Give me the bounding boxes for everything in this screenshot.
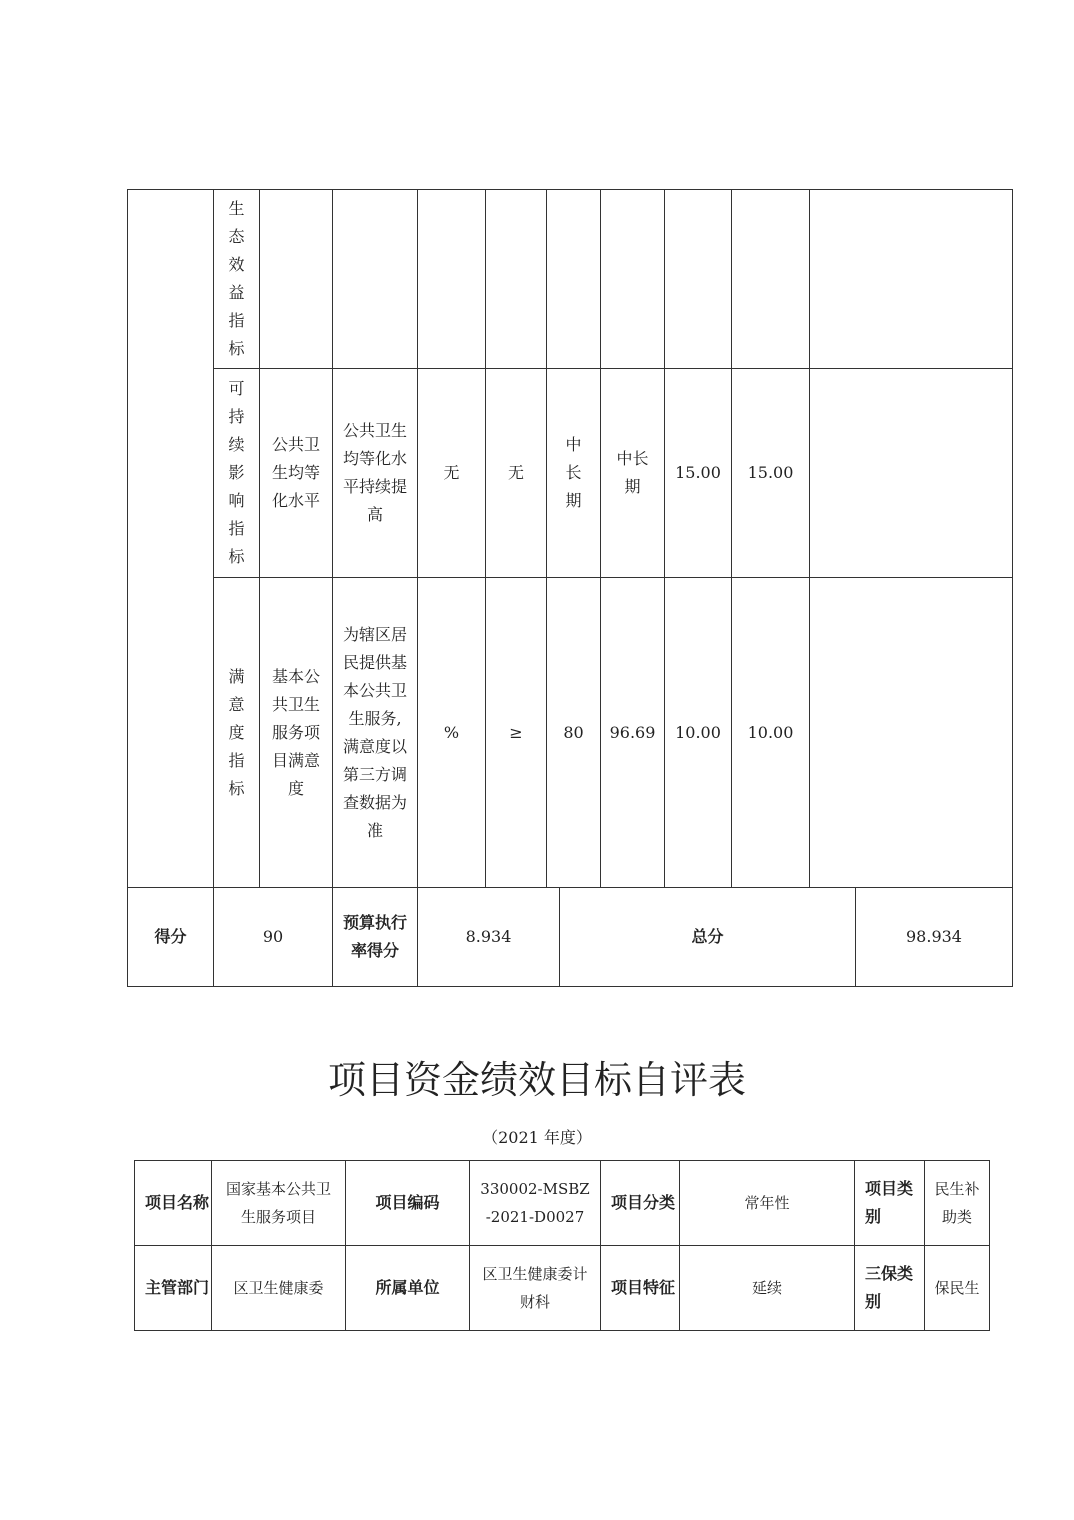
unit-cell [418,190,486,369]
unit-value: 区卫生健康委计财科 [470,1246,601,1331]
weight-cell: 10.00 [665,578,732,888]
score-summary-table [127,887,1013,987]
indicator-table [127,189,1013,888]
actual-value-cell: 96.69 [601,578,665,888]
unit-cell: 无 [418,369,486,578]
primary-indicator-cell [128,190,214,888]
weight-cell [665,190,732,369]
table-row [135,1246,990,1331]
secondary-indicator-cell: 生态效益指标 [214,190,260,369]
project-class-value: 常年性 [680,1161,855,1246]
target-cell [333,190,418,369]
department-label: 主管部门 [135,1246,212,1331]
budget-rate-value: 8.934 [418,888,560,987]
project-code-label: 项目编码 [346,1161,470,1246]
remark-cell [810,578,1013,888]
score-cell [732,190,810,369]
table-row [128,369,1013,578]
table-row [135,1161,990,1246]
project-info-table [134,1160,990,1331]
department-value: 区卫生健康委 [212,1246,346,1331]
index-value-cell: 80 [547,578,601,888]
budget-rate-label: 预算执行率得分 [333,888,418,987]
weight-cell: 15.00 [665,369,732,578]
total-value: 98.934 [856,888,1013,987]
score-label: 得分 [128,888,214,987]
target-cell: 为辖区居民提供基本公共卫生服务,满意度以第三方调查数据为准 [333,578,418,888]
index-value-cell: 中长期 [547,369,601,578]
indicator-cell [260,190,333,369]
guarantee-type-value: 保民生 [925,1246,990,1331]
score-cell: 15.00 [732,369,810,578]
operator-cell [486,190,547,369]
unit-label: 所属单位 [346,1246,470,1331]
project-name-value: 国家基本公共卫生服务项目 [212,1161,346,1246]
project-name-label: 项目名称 [135,1161,212,1246]
table-row [128,888,1013,987]
operator-cell: 无 [486,369,547,578]
secondary-indicator-cell: 可持续影响指标 [214,369,260,578]
total-label: 总分 [560,888,856,987]
indicator-cell: 公共卫生均等化水平 [260,369,333,578]
page-title: 项目资金绩效目标自评表 [327,1058,746,1102]
actual-value-cell: 中长期 [601,369,665,578]
score-cell: 10.00 [732,578,810,888]
project-type-value: 民生补助类 [925,1161,990,1246]
table-row [128,578,1013,888]
score-value: 90 [214,888,333,987]
operator-cell: ≥ [486,578,547,888]
secondary-indicator-cell: 满意度指标 [214,578,260,888]
table-row [128,190,1013,369]
guarantee-type-label: 三保类别 [855,1246,925,1331]
year-label: （2021 年度） [482,1128,592,1147]
project-class-label: 项目分类 [601,1161,680,1246]
project-type-label: 项目类别 [855,1161,925,1246]
actual-value-cell [601,190,665,369]
indicator-cell: 基本公共卫生服务项目满意度 [260,578,333,888]
remark-cell [810,369,1013,578]
remark-cell [810,190,1013,369]
index-value-cell [547,190,601,369]
project-feature-value: 延续 [680,1246,855,1331]
project-code-value: 330002-MSBZ-2021-D0027 [470,1161,601,1246]
project-feature-label: 项目特征 [601,1246,680,1331]
unit-cell: % [418,578,486,888]
target-cell: 公共卫生均等化水平持续提高 [333,369,418,578]
